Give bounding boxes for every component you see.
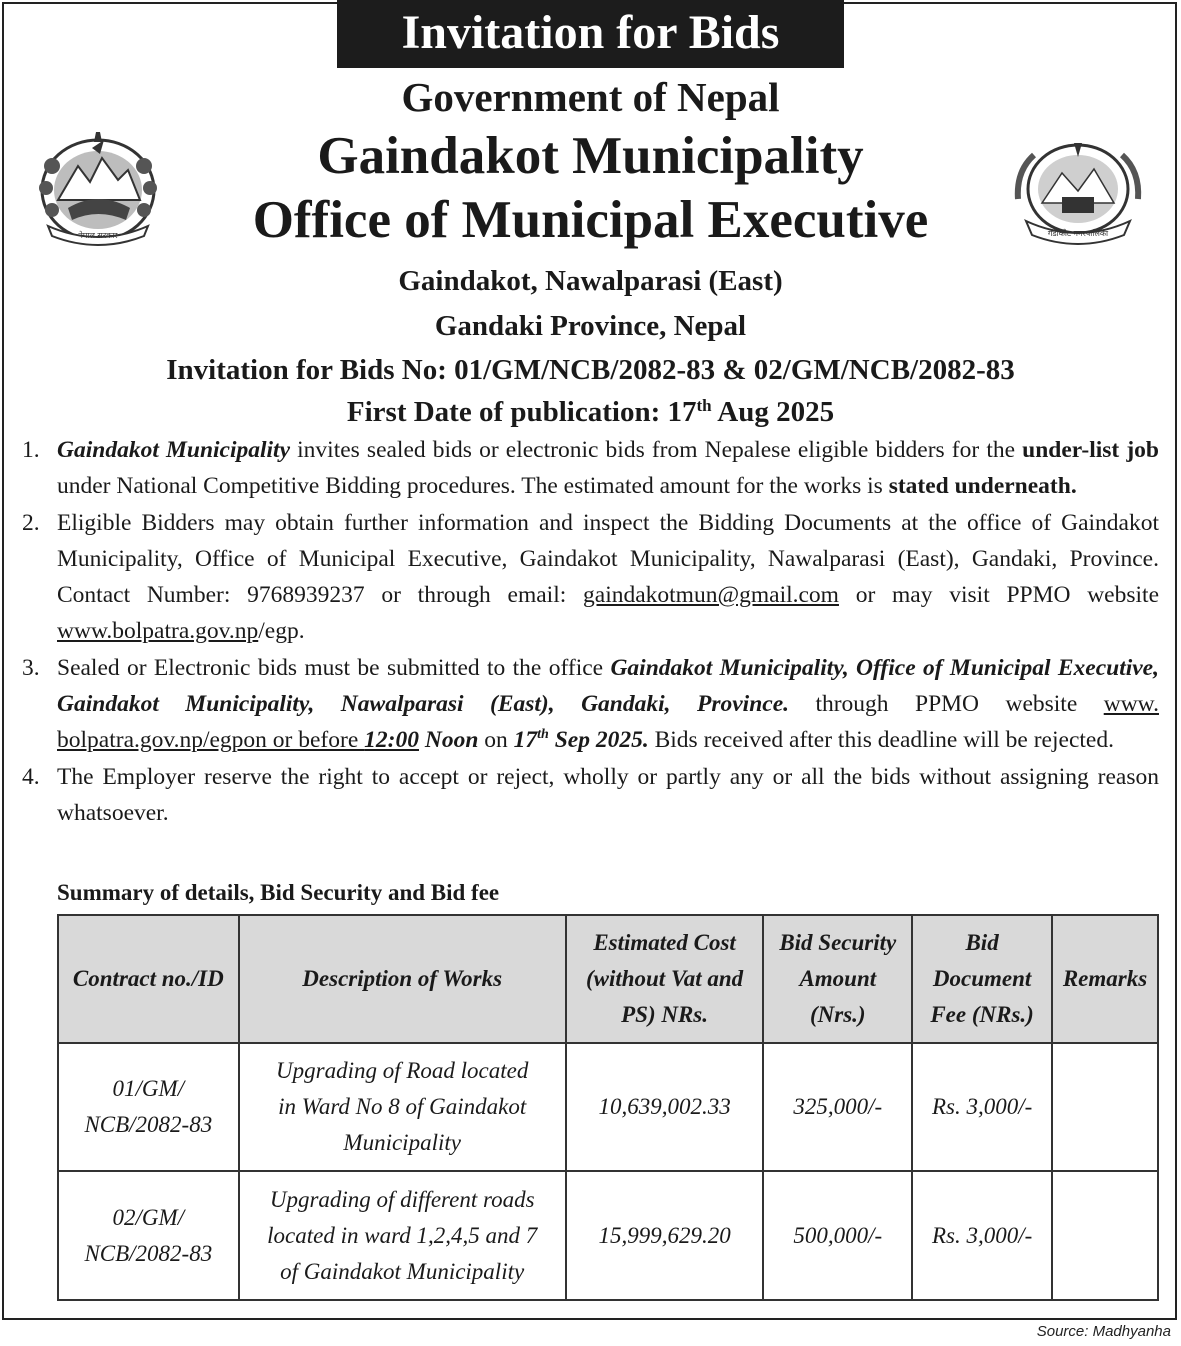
table-row	[58, 1171, 1158, 1300]
ifb-number-line: Invitation for Bids No: 01/GM/NCB/2082-83 & 02/GM/NCB/2082-83	[166, 354, 1015, 386]
banner-title: Invitation for Bids	[337, 0, 844, 68]
summary-title: Summary of details, Bid Security and Bid fee	[57, 880, 500, 905]
bid-summary-table	[57, 914, 1159, 1301]
clause-4: 4. The Employer reserve the right to accept or reject, wholly or partly any or all the bids without assigning reason whatsoever.	[22, 764, 1159, 826]
cell-document-fee: Rs. 3,000/-	[912, 1043, 1052, 1171]
left-emblem-seal-text: नेपाल सरकार	[78, 231, 118, 240]
gaindakot-municipality-logo-icon	[1012, 137, 1144, 249]
clause-3: 3. Sealed or Electronic bids must be submitted to the office Gaindakot Municipality, Office of Municipal Executive, Gaindakot Municipality, Nawalparasi (East), Gandaki, Province. through PPMO website www. bolpatra.gov.np/egpon or before 12:00 Noon on 17th Sep 2025. Bids received after this deadline will be rejected.	[22, 655, 1159, 753]
right-emblem-seal-text: गैंडाकोट नगरपालिका	[1047, 229, 1109, 238]
office-heading: Office of Municipal Executive	[252, 191, 929, 249]
cell-bid-security: 325,000/-	[763, 1043, 912, 1171]
cell-document-fee: Rs. 3,000/-	[912, 1171, 1052, 1300]
cell-estimated-cost: 15,999,629.20	[566, 1171, 764, 1300]
cell-remarks	[1052, 1043, 1158, 1171]
header-bid-security: Bid Security Amount (Nrs.)	[763, 915, 912, 1043]
address-line: Gaindakot, Nawalparasi (East)	[398, 265, 783, 297]
cell-contract-id: 01/GM/ NCB/2082-83	[58, 1043, 239, 1171]
cell-description: Upgrading of different roads located in ward 1,2,4,5 and 7 of Gaindakot Municipality	[239, 1171, 566, 1300]
header-document-fee: Bid Document Fee (NRs.)	[912, 915, 1052, 1043]
cell-bid-security: 500,000/-	[763, 1171, 912, 1300]
government-heading: Government of Nepal	[401, 74, 780, 120]
municipality-heading: Gaindakot Municipality	[317, 127, 864, 185]
header-description: Description of Works	[239, 915, 566, 1043]
nepal-government-emblem-icon	[30, 128, 166, 248]
header-contract-id: Contract no./ID	[58, 915, 239, 1043]
cell-description: Upgrading of Road located in Ward No 8 of Gaindakot Municipality	[239, 1043, 566, 1171]
header-remarks: Remarks	[1052, 915, 1158, 1043]
ppmo-website-link[interactable]: www.bolpatra.gov.np	[57, 618, 259, 644]
clause-1: 1. Gaindakot Municipality invites sealed bids or electronic bids from Nepalese eligible bidders for the under-list job under National Competitive Bidding procedures. The estimated amount for the works is stated underneath.	[22, 437, 1159, 499]
source-credit: Source: Madhyanha	[1036, 1323, 1171, 1340]
cell-remarks	[1052, 1171, 1158, 1300]
publication-date-line: First Date of publication: 17th Aug 2025	[346, 396, 835, 428]
header-estimated-cost: Estimated Cost (without Vat and PS) NRs.	[566, 915, 764, 1043]
egp-website-link[interactable]: www. bolpatra.gov.np/egpon or before	[57, 691, 1159, 753]
cell-estimated-cost: 10,639,002.33	[566, 1043, 764, 1171]
bid-clauses	[22, 432, 1159, 832]
cell-contract-id: 02/GM/ NCB/2082-83	[58, 1171, 239, 1300]
email-link[interactable]: gaindakotmun@gmail.com	[583, 582, 839, 608]
table-header-row	[58, 915, 1158, 1043]
table-row	[58, 1043, 1158, 1171]
province-line: Gandaki Province, Nepal	[434, 310, 747, 342]
clause-2: 2. Eligible Bidders may obtain further information and inspect the Bidding Documents at the office of Gaindakot Municipality, Office of Municipal Executive, Gaindakot Municipality, Nawalparasi (East), Gandaki, Province. Contact Number: 9768939237 or through email: gaindakotmun@gmail.com or may visit PPMO website www.bolpatra.gov.np/egp.	[22, 510, 1159, 644]
